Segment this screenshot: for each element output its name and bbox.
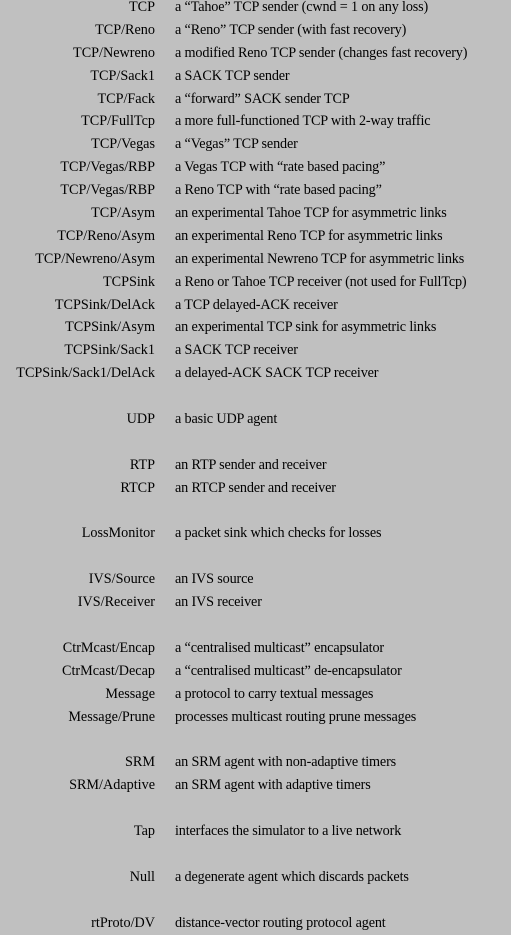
agent-row	[0, 522, 511, 545]
agent-name: TCP/FullTcp	[81, 113, 155, 130]
agent-description: an experimental Newreno TCP for asymmetric links	[175, 250, 465, 267]
agent-row	[0, 454, 511, 477]
agent-row	[0, 683, 511, 706]
agent-name: Message/Prune	[68, 708, 155, 725]
agent-name: TCPSink/Sack1/DelAck	[16, 365, 155, 382]
agent-description: a delayed-ACK SACK TCP receiver	[175, 365, 379, 382]
agent-name: LossMonitor	[81, 525, 155, 542]
agent-name: Null	[129, 868, 155, 885]
agent-name: TCP/Reno/Asym	[57, 227, 155, 244]
agent-description: an RTCP sender and receiver	[175, 479, 336, 496]
agent-row	[0, 820, 511, 843]
agent-description: a basic UDP agent	[175, 411, 278, 428]
agent-row	[0, 660, 511, 683]
agent-description: an experimental Tahoe TCP for asymmetric links	[175, 205, 447, 222]
agent-description: a “Vegas” TCP sender	[175, 136, 298, 153]
agent-row	[0, 477, 511, 500]
agent-row	[0, 179, 511, 202]
agent-description: a modified Reno TCP sender (changes fast recovery)	[175, 44, 468, 61]
blank-row	[0, 797, 511, 820]
agent-row	[0, 202, 511, 225]
agent-row	[0, 65, 511, 88]
blank-row	[0, 843, 511, 866]
agent-row	[0, 316, 511, 339]
agent-description: an IVS source	[175, 571, 254, 588]
blank-row	[0, 729, 511, 752]
agent-row	[0, 568, 511, 591]
agent-description: a degenerate agent which discards packets	[175, 868, 409, 885]
agent-description: an SRM agent with non-adaptive timers	[175, 754, 397, 771]
agent-row	[0, 42, 511, 65]
blank-row	[0, 500, 511, 523]
agent-description: interfaces the simulator to a live network	[175, 823, 402, 840]
agent-description: processes multicast routing prune messages	[175, 708, 417, 725]
agent-description: a protocol to carry textual messages	[175, 685, 374, 702]
agent-name: UDP	[126, 411, 155, 428]
agent-description: a “centralised multicast” de-encapsulator	[175, 662, 402, 679]
agent-name: TCPSink/DelAck	[54, 296, 155, 313]
blank-row	[0, 545, 511, 568]
agent-row	[0, 866, 511, 889]
agent-description: a “forward” SACK sender TCP	[175, 90, 350, 107]
blank-row	[0, 385, 511, 408]
agent-description: an experimental TCP sink for asymmetric links	[175, 319, 437, 336]
agent-name: RTP	[129, 456, 155, 473]
agent-row	[0, 591, 511, 614]
agent-name: Tap	[133, 823, 155, 840]
agent-name: TCPSink/Asym	[65, 319, 155, 336]
agent-description: a more full-functioned TCP with 2-way traffic	[175, 113, 431, 130]
blank-row	[0, 431, 511, 454]
blank-row	[0, 889, 511, 912]
agent-description: an SRM agent with adaptive timers	[175, 777, 371, 794]
agent-description: distance-vector routing protocol agent	[175, 914, 386, 931]
agent-name: Message	[105, 685, 155, 702]
agent-row	[0, 774, 511, 797]
agent-row	[0, 912, 511, 935]
agent-name: TCPSink	[102, 273, 155, 290]
agent-name: TCP/Fack	[97, 90, 155, 107]
agent-description: a “Reno” TCP sender (with fast recovery)	[175, 21, 407, 38]
agent-row	[0, 339, 511, 362]
agent-row	[0, 637, 511, 660]
agent-row	[0, 248, 511, 271]
agent-description: a Reno or Tahoe TCP receiver (not used for FullTcp)	[175, 273, 467, 290]
agent-name: TCP/Sack1	[90, 67, 155, 84]
agent-description: an experimental Reno TCP for asymmetric links	[175, 227, 443, 244]
agent-row	[0, 294, 511, 317]
agent-row	[0, 88, 511, 111]
agent-description: a SACK TCP sender	[175, 67, 290, 84]
agent-name: TCP/Reno	[95, 21, 155, 38]
agent-row	[0, 0, 511, 19]
agent-description: a “centralised multicast” encapsulator	[175, 639, 384, 656]
agent-description: a Vegas TCP with “rate based pacing”	[175, 159, 386, 176]
agent-name: TCPSink/Sack1	[64, 342, 155, 359]
agent-name: IVS/Receiver	[77, 594, 155, 611]
agent-description: a Reno TCP with “rate based pacing”	[175, 182, 382, 199]
agent-name: TCP/Vegas/RBP	[60, 159, 155, 176]
agent-row	[0, 225, 511, 248]
agent-row	[0, 751, 511, 774]
agent-name: RTCP	[120, 479, 155, 496]
agent-description: an IVS receiver	[175, 594, 262, 611]
blank-row	[0, 614, 511, 637]
agent-row	[0, 706, 511, 729]
agent-name: TCP/Vegas/RBP	[60, 182, 155, 199]
agent-name: TCP	[128, 0, 155, 15]
agent-row	[0, 362, 511, 385]
agent-description: a TCP delayed-ACK receiver	[175, 296, 338, 313]
agent-description: a packet sink which checks for losses	[175, 525, 382, 542]
agent-name: TCP/Newreno/Asym	[35, 250, 155, 267]
agent-description: an RTP sender and receiver	[175, 456, 327, 473]
agent-row	[0, 156, 511, 179]
agent-row	[0, 110, 511, 133]
agent-description: a SACK TCP receiver	[175, 342, 298, 359]
agent-description: a “Tahoe” TCP sender (cwnd = 1 on any loss)	[175, 0, 429, 15]
agent-name: rtProto/DV	[91, 914, 155, 931]
agent-name: TCP/Newreno	[73, 44, 155, 61]
agent-name: SRM	[125, 754, 155, 771]
agent-name: CtrMcast/Encap	[62, 639, 155, 656]
agent-name: SRM/Adaptive	[69, 777, 155, 794]
agent-name: CtrMcast/Decap	[62, 662, 155, 679]
agent-row	[0, 133, 511, 156]
agent-name: IVS/Source	[88, 571, 155, 588]
agent-row	[0, 271, 511, 294]
agent-name: TCP/Asym	[91, 205, 155, 222]
agent-row	[0, 19, 511, 42]
agent-row	[0, 408, 511, 431]
agent-name: TCP/Vegas	[91, 136, 155, 153]
